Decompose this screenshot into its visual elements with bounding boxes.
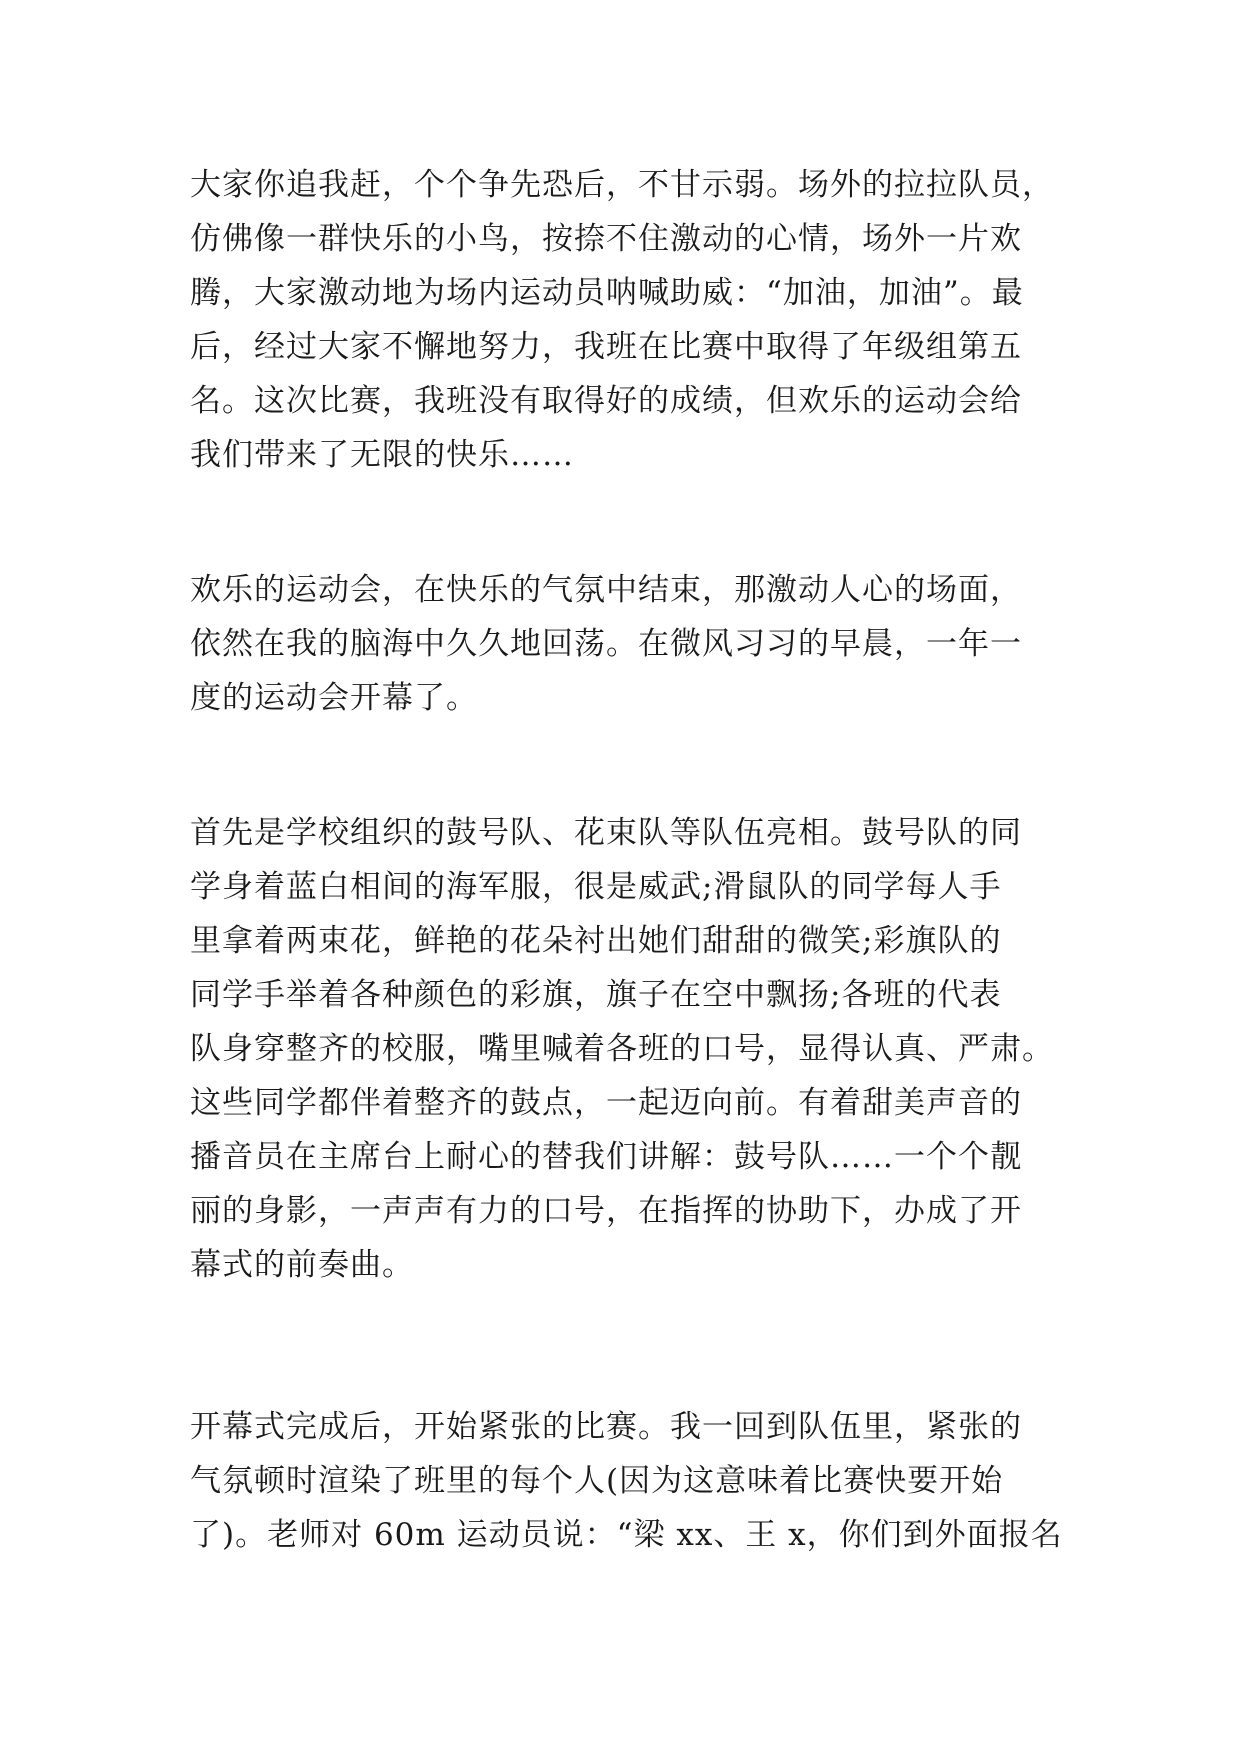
text-line: 腾，大家激动地为场内运动员呐喊助威：“加油，加油”。最 bbox=[190, 275, 1024, 311]
text-line: 依然在我的脑海中久久地回荡。在微风习习的早晨，一年一 bbox=[190, 626, 1022, 662]
text-line: 首先是学校组织的鼓号队、花束队等队伍亮相。鼓号队的同 bbox=[190, 815, 1022, 851]
text-line: 开幕式完成后，开始紧张的比赛。我一回到队伍里，紧张的 bbox=[190, 1409, 1022, 1445]
paragraph-2 bbox=[190, 563, 1070, 725]
text-line: 队身穿整齐的校服，嘴里喊着各班的口号，显得认真、严肃。 bbox=[190, 1031, 1054, 1067]
paragraph-1 bbox=[190, 158, 1070, 482]
text-line: 后，经过大家不懈地努力，我班在比赛中取得了年级组第五 bbox=[190, 329, 1022, 365]
text-line: 幕式的前奏曲。 bbox=[190, 1247, 414, 1283]
text-line: 仿佛像一群快乐的小鸟，按捺不住激动的心情，场外一片欢 bbox=[190, 221, 1022, 257]
text-line: 气氛顿时渲染了班里的每个人(因为这意味着比赛快要开始 bbox=[190, 1463, 1004, 1499]
paragraph-4 bbox=[190, 1400, 1070, 1562]
text-line: 里拿着两束花，鲜艳的花朵衬出她们甜甜的微笑;彩旗队的 bbox=[190, 923, 1002, 959]
text-line: 丽的身影，一声声有力的口号，在指挥的协助下，办成了开 bbox=[190, 1193, 1022, 1229]
text-line: 同学手举着各种颜色的彩旗，旗子在空中飘扬;各班的代表 bbox=[190, 977, 1002, 1013]
text-line: 名。这次比赛，我班没有取得好的成绩，但欢乐的运动会给 bbox=[190, 383, 1022, 419]
text-line: 大家你追我赶，个个争先恐后，不甘示弱。场外的拉拉队员， bbox=[190, 167, 1054, 203]
text-line: 欢乐的运动会，在快乐的气氛中结束，那激动人心的场面， bbox=[190, 572, 1022, 608]
text-line: 这些同学都伴着整齐的鼓点，一起迈向前。有着甜美声音的 bbox=[190, 1085, 1022, 1121]
text-line: 播音员在主席台上耐心的替我们讲解：鼓号队……一个个靓 bbox=[190, 1139, 1022, 1175]
text-line: 了)。老师对 60m 运动员说：“梁 xx、王 x，你们到外面报名 bbox=[190, 1517, 1063, 1553]
text-line: 学身着蓝白相间的海军服，很是威武;滑鼠队的同学每人手 bbox=[190, 869, 1002, 905]
text-line: 我们带来了无限的快乐…… bbox=[190, 437, 574, 473]
paragraph-3 bbox=[190, 806, 1070, 1292]
text-line: 度的运动会开幕了。 bbox=[190, 680, 478, 716]
